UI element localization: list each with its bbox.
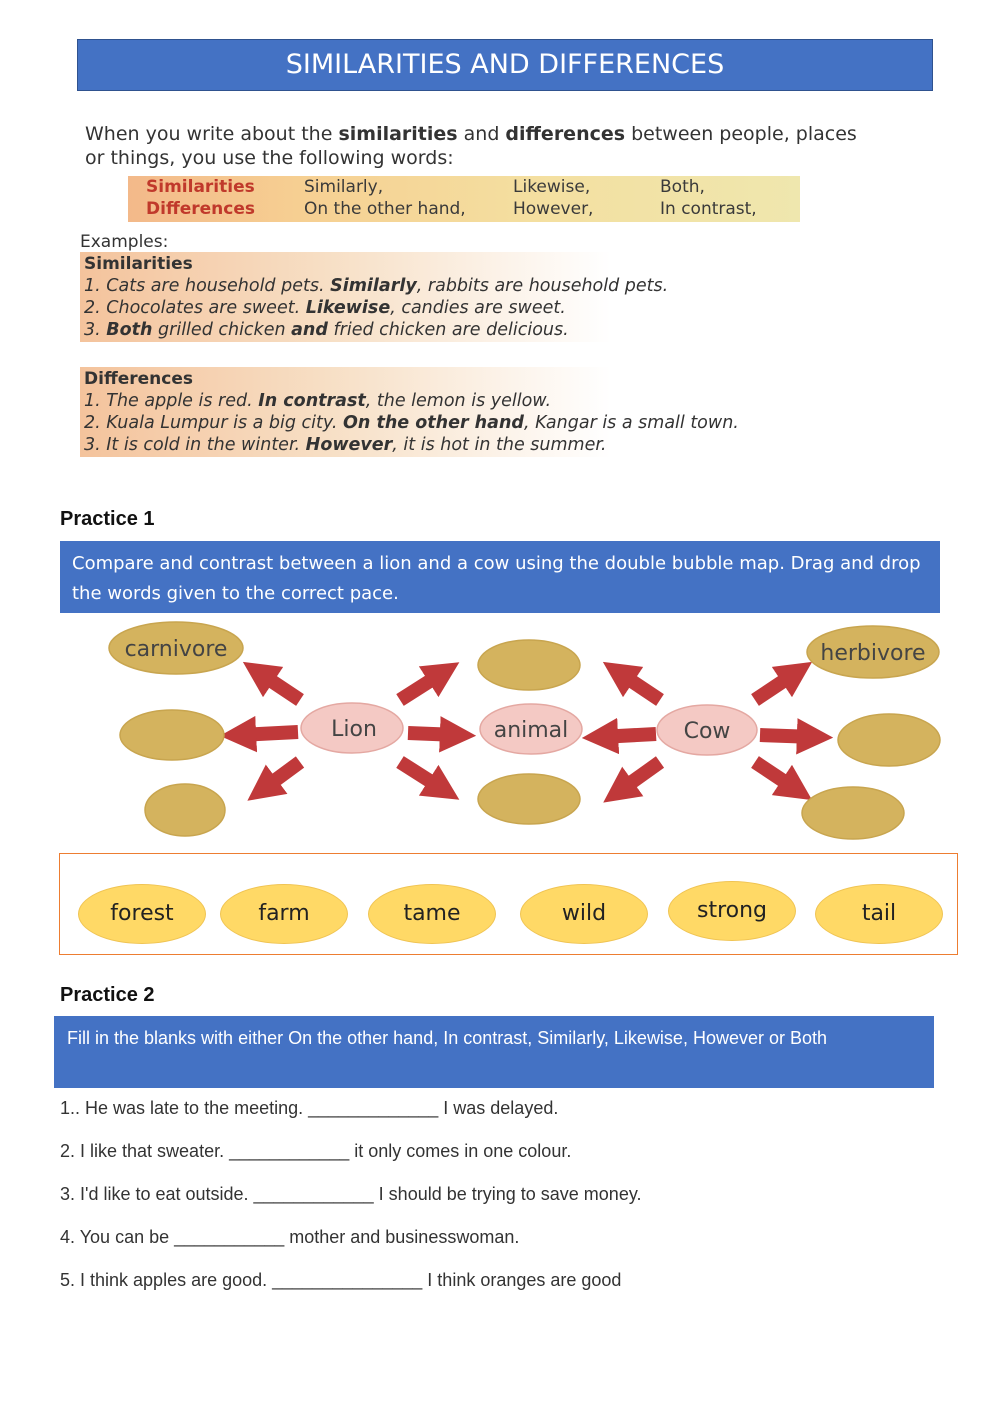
arrow [600, 734, 656, 737]
arrow [755, 672, 797, 700]
arrow [238, 732, 298, 735]
arrow [618, 672, 660, 700]
examples-label: Examples: [80, 232, 169, 252]
label-herbivore: herbivore [820, 641, 926, 666]
list-item: 1. Cats are household pets. Similarly, rabbits are household pets. [84, 276, 669, 296]
fill-blank-sentence-3[interactable]: 3. I'd like to eat outside. ____________ I should be trying to save money. [60, 1184, 642, 1204]
word-chip-farm[interactable]: farm [220, 884, 348, 944]
arrow [408, 733, 458, 735]
table-word: Similarly, [304, 177, 384, 197]
word-bank [59, 853, 958, 955]
arrow [618, 762, 660, 792]
fill-blank-sentence-5[interactable]: 5. I think apples are good. _______________ I think oranges are good [60, 1270, 622, 1290]
intro-line-2: or things, you use the following words: [85, 147, 454, 169]
intro-line-1: When you write about the similarities and differences between people, places [85, 123, 857, 145]
empty-bubble [838, 714, 940, 766]
empty-bubble [145, 784, 225, 836]
arrow [262, 762, 300, 790]
label-carnivore: carnivore [124, 637, 228, 662]
practice-1-instruction: Compare and contrast between a lion and a cow using the double bubble map. Drag and drop the words given to the correct pace. [60, 541, 940, 613]
fill-blank-sentence-4[interactable]: 4. You can be ___________ mother and businesswoman. [60, 1227, 520, 1247]
empty-bubble [478, 640, 580, 690]
arrow [400, 672, 444, 700]
list-item: 2. Kuala Lumpur is a big city. On the other hand, Kangar is a small town. [84, 413, 739, 433]
similarities-heading: Similarities [84, 254, 193, 274]
word-chip-tail[interactable]: tail [815, 884, 943, 944]
word-chip-forest[interactable]: forest [78, 884, 206, 944]
empty-bubble [802, 787, 904, 839]
practice-1-title: Practice 1 [60, 508, 155, 530]
word-chip-wild[interactable]: wild [520, 884, 648, 944]
table-word: Both, [660, 177, 705, 197]
empty-bubble [120, 710, 224, 760]
label-animal: animal [493, 718, 569, 743]
table-word: In contrast, [660, 199, 757, 219]
table-label-differences: Differences [146, 199, 255, 219]
practice-2-instruction: Fill in the blanks with either On the other hand, In contrast, Similarly, Likewise, However or Both [54, 1016, 934, 1088]
label-cow: Cow [683, 719, 731, 744]
word-chip-tame[interactable]: tame [368, 884, 496, 944]
fill-blank-sentence-1[interactable]: 1.. He was late to the meeting. _____________ I was delayed. [60, 1098, 559, 1118]
arrow [258, 672, 300, 700]
table-word: On the other hand, [304, 199, 466, 219]
differences-heading: Differences [84, 369, 193, 389]
empty-bubble [478, 774, 580, 824]
fill-blank-sentence-2[interactable]: 2. I like that sweater. ____________ it only comes in one colour. [60, 1141, 572, 1161]
word-chip-strong[interactable]: strong [668, 881, 796, 941]
list-item: 2. Chocolates are sweet. Likewise, candies are sweet. [84, 298, 566, 318]
table-label-similarities: Similarities [146, 177, 255, 197]
arrow [755, 762, 797, 790]
arrow [760, 735, 815, 737]
arrow [400, 762, 444, 790]
page-title: SIMILARITIES AND DIFFERENCES [77, 39, 933, 91]
list-item: 3. It is cold in the winter. However, it is hot in the summer. [84, 435, 607, 455]
list-item: 1. The apple is red. In contrast, the lemon is yellow. [84, 391, 552, 411]
table-word: Likewise, [513, 177, 591, 197]
list-item: 3. Both grilled chicken and fried chicken are delicious. [84, 320, 569, 340]
label-lion: Lion [331, 717, 377, 742]
practice-2-title: Practice 2 [60, 984, 155, 1006]
table-word: However, [513, 199, 594, 219]
